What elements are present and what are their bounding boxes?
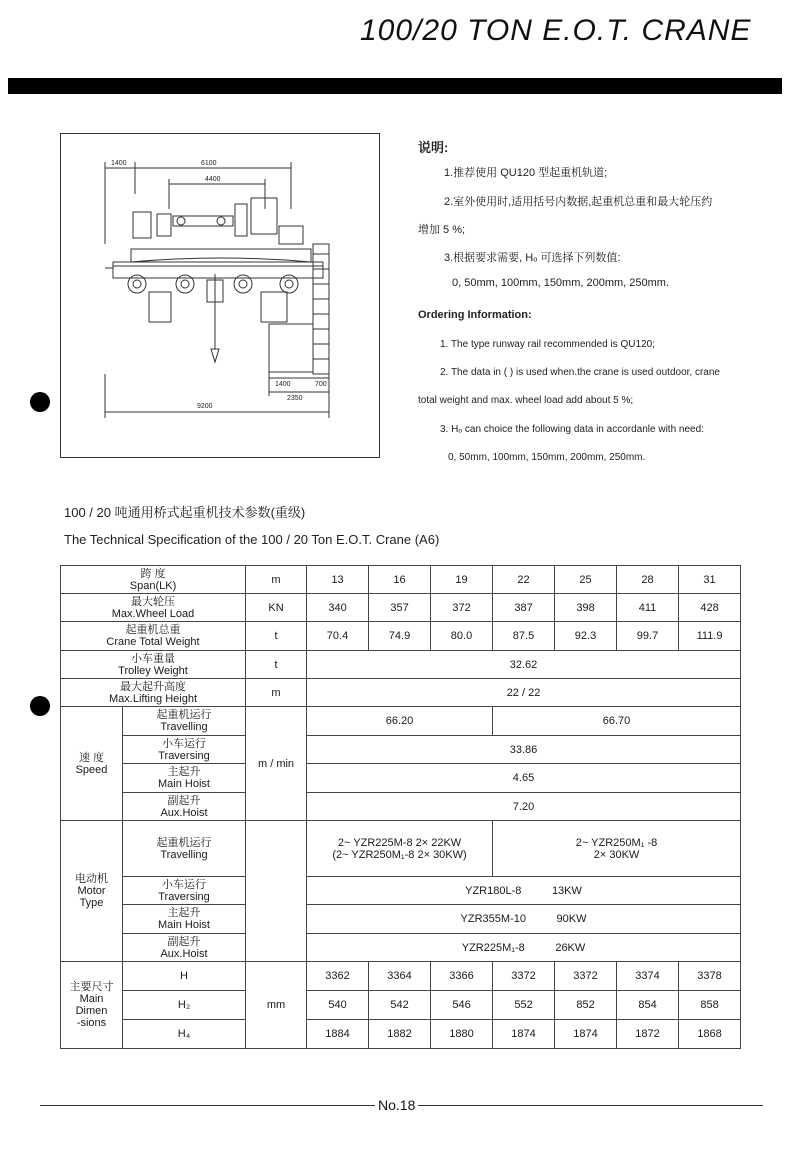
unit-cell: KN bbox=[246, 594, 307, 622]
binder-hole bbox=[30, 392, 50, 412]
value-cell: 66.20 bbox=[307, 707, 493, 736]
value-cell: 411 bbox=[617, 594, 679, 622]
value-cell: 3374 bbox=[617, 962, 679, 991]
value-cell: 3378 bbox=[679, 962, 741, 991]
value-cell: 66.70 bbox=[493, 707, 741, 736]
unit-cell: t bbox=[246, 651, 307, 679]
table-row bbox=[61, 934, 741, 962]
value-cell: 25 bbox=[555, 566, 617, 594]
value-cell: 357 bbox=[369, 594, 431, 622]
row-label-en: Max.Lifting Height bbox=[108, 692, 198, 705]
value-cell: 372 bbox=[431, 594, 493, 622]
notes-cn-heading: 说明: bbox=[418, 140, 449, 155]
page-number: No.18 bbox=[378, 1097, 416, 1113]
unit-cell: m / min bbox=[246, 707, 307, 821]
group-label-cn: 电动机 bbox=[75, 873, 108, 885]
value-cell: 1884 bbox=[307, 1020, 369, 1049]
value-cell: 540 bbox=[307, 991, 369, 1020]
row-label-cn: 主起升 bbox=[167, 766, 201, 778]
value-cell: 854 bbox=[617, 991, 679, 1020]
row-label-en: Main Hoist bbox=[158, 919, 210, 931]
value-cell: 80.0 bbox=[431, 622, 493, 651]
crane-drawing-svg bbox=[61, 134, 379, 457]
dim-label: 2350 bbox=[287, 395, 303, 402]
row-label-cn: 副起升 bbox=[167, 935, 201, 948]
note-en-2a: 2. The data in ( ) is used when.the crane is used outdoor, crane bbox=[440, 367, 720, 378]
header-bar bbox=[8, 78, 782, 94]
value-cell: 546 bbox=[431, 991, 493, 1020]
value-cell: YZR180L-8 13KW bbox=[307, 877, 741, 905]
value-cell: 1868 bbox=[679, 1020, 741, 1049]
table-row bbox=[61, 707, 741, 736]
binder-hole bbox=[30, 696, 50, 716]
value-cell: 4.65 bbox=[307, 764, 741, 793]
value-cell: 70.4 bbox=[307, 622, 369, 651]
value-cell: 32.62 bbox=[307, 651, 741, 679]
note-cn-2a: 2.室外使用时,适用括号内数据,起重机总重和最大轮压约 bbox=[444, 196, 713, 208]
value-cell: 99.7 bbox=[617, 622, 679, 651]
value-cell: 16 bbox=[369, 566, 431, 594]
value-cell: 340 bbox=[307, 594, 369, 622]
row-label-en: Aux.Hoist bbox=[160, 806, 208, 819]
value-text: (2~ YZR250M₁-8 2× 30KW) bbox=[332, 848, 467, 861]
value-cell: 111.9 bbox=[679, 622, 741, 651]
table-row bbox=[61, 594, 741, 622]
value-cell: 19 bbox=[431, 566, 493, 594]
row-label-cn: 起重机运行 bbox=[156, 836, 212, 849]
value-cell: 87.5 bbox=[493, 622, 555, 651]
row-label-cn: 最大轮压 bbox=[131, 595, 175, 608]
group-label-en: Dimen bbox=[75, 1005, 108, 1017]
row-label-cn: 起重机总重 bbox=[125, 624, 181, 636]
note-en-4: 0, 50mm, 100mm, 150mm, 200mm, 250mm. bbox=[448, 452, 646, 463]
dim-label: 4400 bbox=[205, 176, 221, 183]
table-row bbox=[61, 905, 741, 934]
row-label-en: Max.Wheel Load bbox=[111, 607, 195, 620]
value-cell: 3364 bbox=[369, 962, 431, 991]
unit-cell: mm bbox=[246, 962, 307, 1049]
row-label-cn: 主起升 bbox=[167, 907, 201, 919]
row-label-en: Travelling bbox=[160, 721, 208, 733]
value-cell: 3372 bbox=[555, 962, 617, 991]
note-en-3: 3. Hₒ can choice the following data in accordanle with need: bbox=[440, 424, 704, 435]
row-label: H₄ bbox=[123, 1020, 246, 1049]
value-cell: 542 bbox=[369, 991, 431, 1020]
row-label-en: Aux.Hoist bbox=[160, 947, 208, 960]
value-cell: 13 bbox=[307, 566, 369, 594]
row-label-en: Crane Total Weight bbox=[106, 636, 200, 648]
value-cell: 22 / 22 bbox=[307, 679, 741, 707]
note-en-2b: total weight and max. wheel load add about 5 %; bbox=[418, 395, 634, 406]
group-label-en: Speed bbox=[75, 763, 108, 776]
row-label-cn: 小车重量 bbox=[131, 652, 175, 665]
value-text: 2~ YZR250M₁ -8 bbox=[575, 836, 658, 849]
row-label-en: Traversing bbox=[158, 890, 210, 903]
value-cell: 92.3 bbox=[555, 622, 617, 651]
value-cell: 33.86 bbox=[307, 736, 741, 764]
row-label: H bbox=[123, 962, 246, 991]
group-label-cn: 速 度 bbox=[78, 751, 105, 764]
group-label-en: Main bbox=[79, 993, 104, 1005]
value-cell: 3366 bbox=[431, 962, 493, 991]
group-label-en: Motor bbox=[77, 885, 106, 897]
value-cell: 3372 bbox=[493, 962, 555, 991]
dim-label: 9200 bbox=[197, 403, 213, 410]
table-caption-en: The Technical Specification of the 100 / 20 Ton E.O.T. Crane (A6) bbox=[64, 532, 440, 547]
note-en-1: 1. The type runway rail recommended is QU120; bbox=[440, 339, 655, 350]
value-cell: 428 bbox=[679, 594, 741, 622]
crane-drawing bbox=[60, 133, 380, 458]
value-cell: 22 bbox=[493, 566, 555, 594]
table-row bbox=[61, 1020, 741, 1049]
row-label-cn: 副起升 bbox=[167, 794, 201, 807]
row-label-cn: 最大起升高度 bbox=[120, 680, 186, 693]
group-label-en: Type bbox=[79, 897, 104, 909]
row-label-en: Travelling bbox=[160, 848, 208, 861]
row-label-cn: 起重机运行 bbox=[156, 709, 212, 721]
table-row bbox=[61, 736, 741, 764]
row-label-en: Traversing bbox=[158, 749, 210, 762]
group-label-en: -sions bbox=[76, 1017, 107, 1029]
value-cell: 1874 bbox=[555, 1020, 617, 1049]
table-row bbox=[61, 651, 741, 679]
table-caption-cn: 100 / 20 吨通用桥式起重机技术参数(重级) bbox=[64, 505, 306, 520]
table-row bbox=[61, 679, 741, 707]
value-cell: 387 bbox=[493, 594, 555, 622]
table-row bbox=[61, 793, 741, 821]
table-row bbox=[61, 821, 741, 877]
footer-rule bbox=[40, 1105, 375, 1106]
unit-cell: m bbox=[246, 566, 307, 594]
table-row bbox=[61, 877, 741, 905]
value-cell: YZR355M-10 90KW bbox=[307, 905, 741, 934]
row-label: H₂ bbox=[123, 991, 246, 1020]
footer-rule bbox=[418, 1105, 763, 1106]
value-cell: 7.20 bbox=[307, 793, 741, 821]
value-cell: 552 bbox=[493, 991, 555, 1020]
group-label-cn: 主要尺寸 bbox=[69, 981, 114, 993]
value-cell: 858 bbox=[679, 991, 741, 1020]
row-label-en: Main Hoist bbox=[158, 778, 210, 790]
note-cn-4: 0, 50mm, 100mm, 150mm, 200mm, 250mm. bbox=[452, 277, 670, 289]
value-cell: 398 bbox=[555, 594, 617, 622]
dim-label: 700 bbox=[315, 381, 327, 388]
table-row bbox=[61, 622, 741, 651]
row-label-cn: 跨 度 bbox=[140, 567, 166, 580]
unit-cell bbox=[246, 821, 307, 962]
value-text: 2× 30KW bbox=[593, 848, 640, 861]
value-cell: 31 bbox=[679, 566, 741, 594]
value-text: 2~ YZR225M-8 2× 22KW bbox=[337, 836, 462, 849]
note-cn-1: 1.推荐使用 QU120 型起重机轨道; bbox=[444, 167, 608, 179]
unit-cell: t bbox=[246, 622, 307, 651]
value-cell: 1874 bbox=[493, 1020, 555, 1049]
spec-table bbox=[60, 565, 741, 1049]
row-label-en: Span(LK) bbox=[129, 579, 177, 592]
value-cell: YZR225M₁-8 26KW bbox=[307, 934, 741, 962]
table-row bbox=[61, 962, 741, 991]
value-cell: 1880 bbox=[431, 1020, 493, 1049]
dim-label: 1400 bbox=[275, 381, 291, 388]
dim-label: 1400 bbox=[111, 160, 127, 167]
row-label-en: Trolley Weight bbox=[118, 664, 188, 677]
dim-label: 6100 bbox=[201, 160, 217, 167]
notes-en-heading: Ordering Information: bbox=[418, 309, 532, 321]
note-cn-2b: 增加 5 %; bbox=[418, 224, 466, 236]
value-cell: 28 bbox=[617, 566, 679, 594]
page-title: 100/20 TON E.O.T. CRANE bbox=[360, 14, 752, 47]
value-cell: 3362 bbox=[307, 962, 369, 991]
table-row bbox=[61, 764, 741, 793]
value-cell: 1882 bbox=[369, 1020, 431, 1049]
row-label-cn: 小车运行 bbox=[162, 737, 206, 750]
table-row bbox=[61, 991, 741, 1020]
value-cell: 1872 bbox=[617, 1020, 679, 1049]
value-cell: 852 bbox=[555, 991, 617, 1020]
table-row bbox=[61, 566, 741, 594]
unit-cell: m bbox=[246, 679, 307, 707]
note-cn-3: 3.根据要求需要, Hₒ 可选择下列数值: bbox=[444, 252, 621, 264]
value-cell: 74.9 bbox=[369, 622, 431, 651]
row-label-cn: 小车运行 bbox=[162, 878, 206, 891]
